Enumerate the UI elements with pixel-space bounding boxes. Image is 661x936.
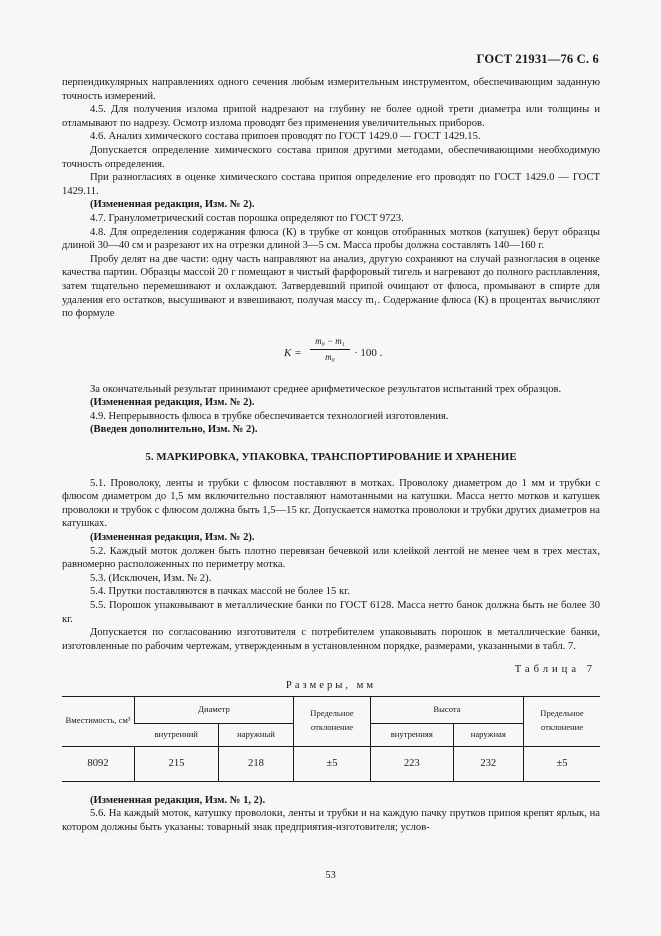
paragraph: 5.5. Порошок упаковывают в металлические банки по ГОСТ 6128. Масса нетто банок должна быть не более 30 кг.	[62, 600, 600, 625]
dimensions-table	[62, 696, 600, 782]
flux-content-formula	[62, 335, 600, 369]
table-cell: 8092	[62, 746, 135, 781]
paragraph: 5.1. Проволоку, ленты и трубки с флюсом поставляют в мотках. Проволоку диаметром до 1 мм и трубки с флюсом диаметром до 1,5 мм включительно поставляют намотанными на катушки. Масса нетто мотков и катушек проволоки и трубок с флюсом должна быть 1,5—15 кг. Допускается намотка проволоки и трубки других диаметров на катушках.	[62, 477, 600, 530]
subheader-outer-diameter: наружный	[218, 723, 293, 746]
header-tolerance: Предельное отклонение	[293, 696, 370, 746]
header-height: Высота	[370, 696, 523, 723]
amendment-note: (Введен дополнительно, Изм. № 2).	[90, 424, 258, 436]
subheader-outer-height: наружная	[453, 723, 523, 746]
amendment-note: (Измененная редакция, Изм. № 2).	[90, 199, 255, 211]
formula-fraction	[310, 335, 350, 365]
paragraph: Допускается определение химического состава припоя другими методами, обеспечивающими необходимую точность определения.	[62, 144, 600, 170]
paragraph: 4.6. Анализ химического состава припоев проводят по ГОСТ 1429.0 — ГОСТ 1429.15.	[90, 131, 481, 143]
paragraph: 5.4. Прутки поставляются в пачках массой не более 15 кг.	[90, 586, 350, 598]
section-title: 5. МАРКИРОВКА, УПАКОВКА, ТРАНСПОРТИРОВАНИЕ И ХРАНЕНИЕ	[145, 451, 517, 464]
paragraph: 4.9. Непрерывность флюса в трубке обеспечивается технологией изготовления.	[90, 410, 449, 422]
subheader-inner-height: внутренняя	[370, 723, 453, 746]
header-tolerance: Предельное отклонение	[524, 696, 601, 746]
amendment-note: (Измененная редакция, Изм. № 1, 2).	[90, 794, 266, 806]
page-number: 53	[325, 870, 336, 881]
formula-denominator: m₀	[325, 352, 335, 363]
table-cell: 215	[135, 746, 219, 781]
table-cell: 218	[218, 746, 293, 781]
header-capacity: Вместимость, см³	[65, 715, 131, 726]
table-row	[62, 746, 600, 781]
paragraph: 4.8. Для определения содержания флюса (К) в трубке от концов отобранных мотков (катушек) берут образцы длиной 30—40 см и разрезают их на отрезки длиной 3—5 см. Масса пробы должна составлять 140—160 г.	[62, 226, 600, 252]
formula-lhs: K =	[284, 346, 302, 359]
paragraph: 4.7. Гранулометрический состав порошка определяют по ГОСТ 9723.	[90, 212, 404, 224]
document-body	[62, 76, 600, 834]
page-header: ГОСТ 21931—76 С. 6	[476, 52, 599, 66]
paragraph: 4.5. Для получения излома припой надрезают на глубину не более одной трети диаметра или толщины и отламывают по надрезу. Осмотр излома проводят без применения увеличительных приборов.	[62, 104, 600, 129]
paragraph: Пробу делят на две части: одну часть направляют на анализ, другую сохраняют на случай разногласия в оценке качества партии. Образцы массой 20 г помещают в чистый фарфоровый тигель и нагревают до полного расплавления, затем тщательно перемешивают и охлаждают. Затвердевший припой очищают от флюса, промывают в спирте для удаления его остатков, высушивают и взвешивают, получая массу m₁. Содержание флюса (К) в процентах вычисляют по формуле	[62, 253, 600, 320]
table-subcaption: Размеры, мм	[285, 679, 377, 691]
paragraph: перпендикулярных направлениях одного сечения любым измерительным инструментом, обеспечивающим заданную точность измерений.	[62, 77, 600, 102]
paragraph: 5.6. На каждый моток, катушку проволоки, ленты и трубки и на каждую пачку прутков припоя крепят ярлык, на котором должны быть указаны: товарный знак предприятия-изготовителя; услов-	[62, 808, 600, 833]
paragraph: За окончательный результат принимают среднее арифметическое результатов испытаний трех образцов.	[90, 383, 562, 395]
table-caption: Таблица 7	[514, 664, 596, 676]
paragraph: 5.3. (Исключен, Изм. № 2).	[90, 572, 212, 584]
amendment-note: (Измененная редакция, Изм. № 2).	[90, 532, 255, 544]
table-cell: ±5	[293, 746, 370, 781]
paragraph: 5.2. Каждый моток должен быть плотно перевязан бечевкой или клейкой лентой не менее чем в трех местах, равномерно расположенных по периметру мотка.	[62, 545, 600, 571]
table-cell: 232	[453, 746, 523, 781]
table-cell: ±5	[524, 746, 601, 781]
formula-numerator: m₀ − m₁	[310, 335, 350, 351]
header-diameter: Диаметр	[135, 696, 294, 723]
paragraph: Допускается по согласованию изготовителя с потребителем упаковывать порошок в металлические банки, изготовленные по рабочим чертежам, утвержденным в установленном порядке, размерами, указанными в табл. 7.	[62, 627, 600, 652]
table-cell: 223	[370, 746, 453, 781]
paragraph: При разногласиях в оценке химического состава припоя определение его проводят по ГОСТ 1429.0 — ГОСТ 1429.11.	[62, 172, 600, 197]
amendment-note: (Измененная редакция, Изм. № 2).	[90, 397, 255, 409]
subheader-inner-diameter: внутренний	[135, 723, 219, 746]
formula-multiplier: · 100 .	[354, 346, 383, 359]
